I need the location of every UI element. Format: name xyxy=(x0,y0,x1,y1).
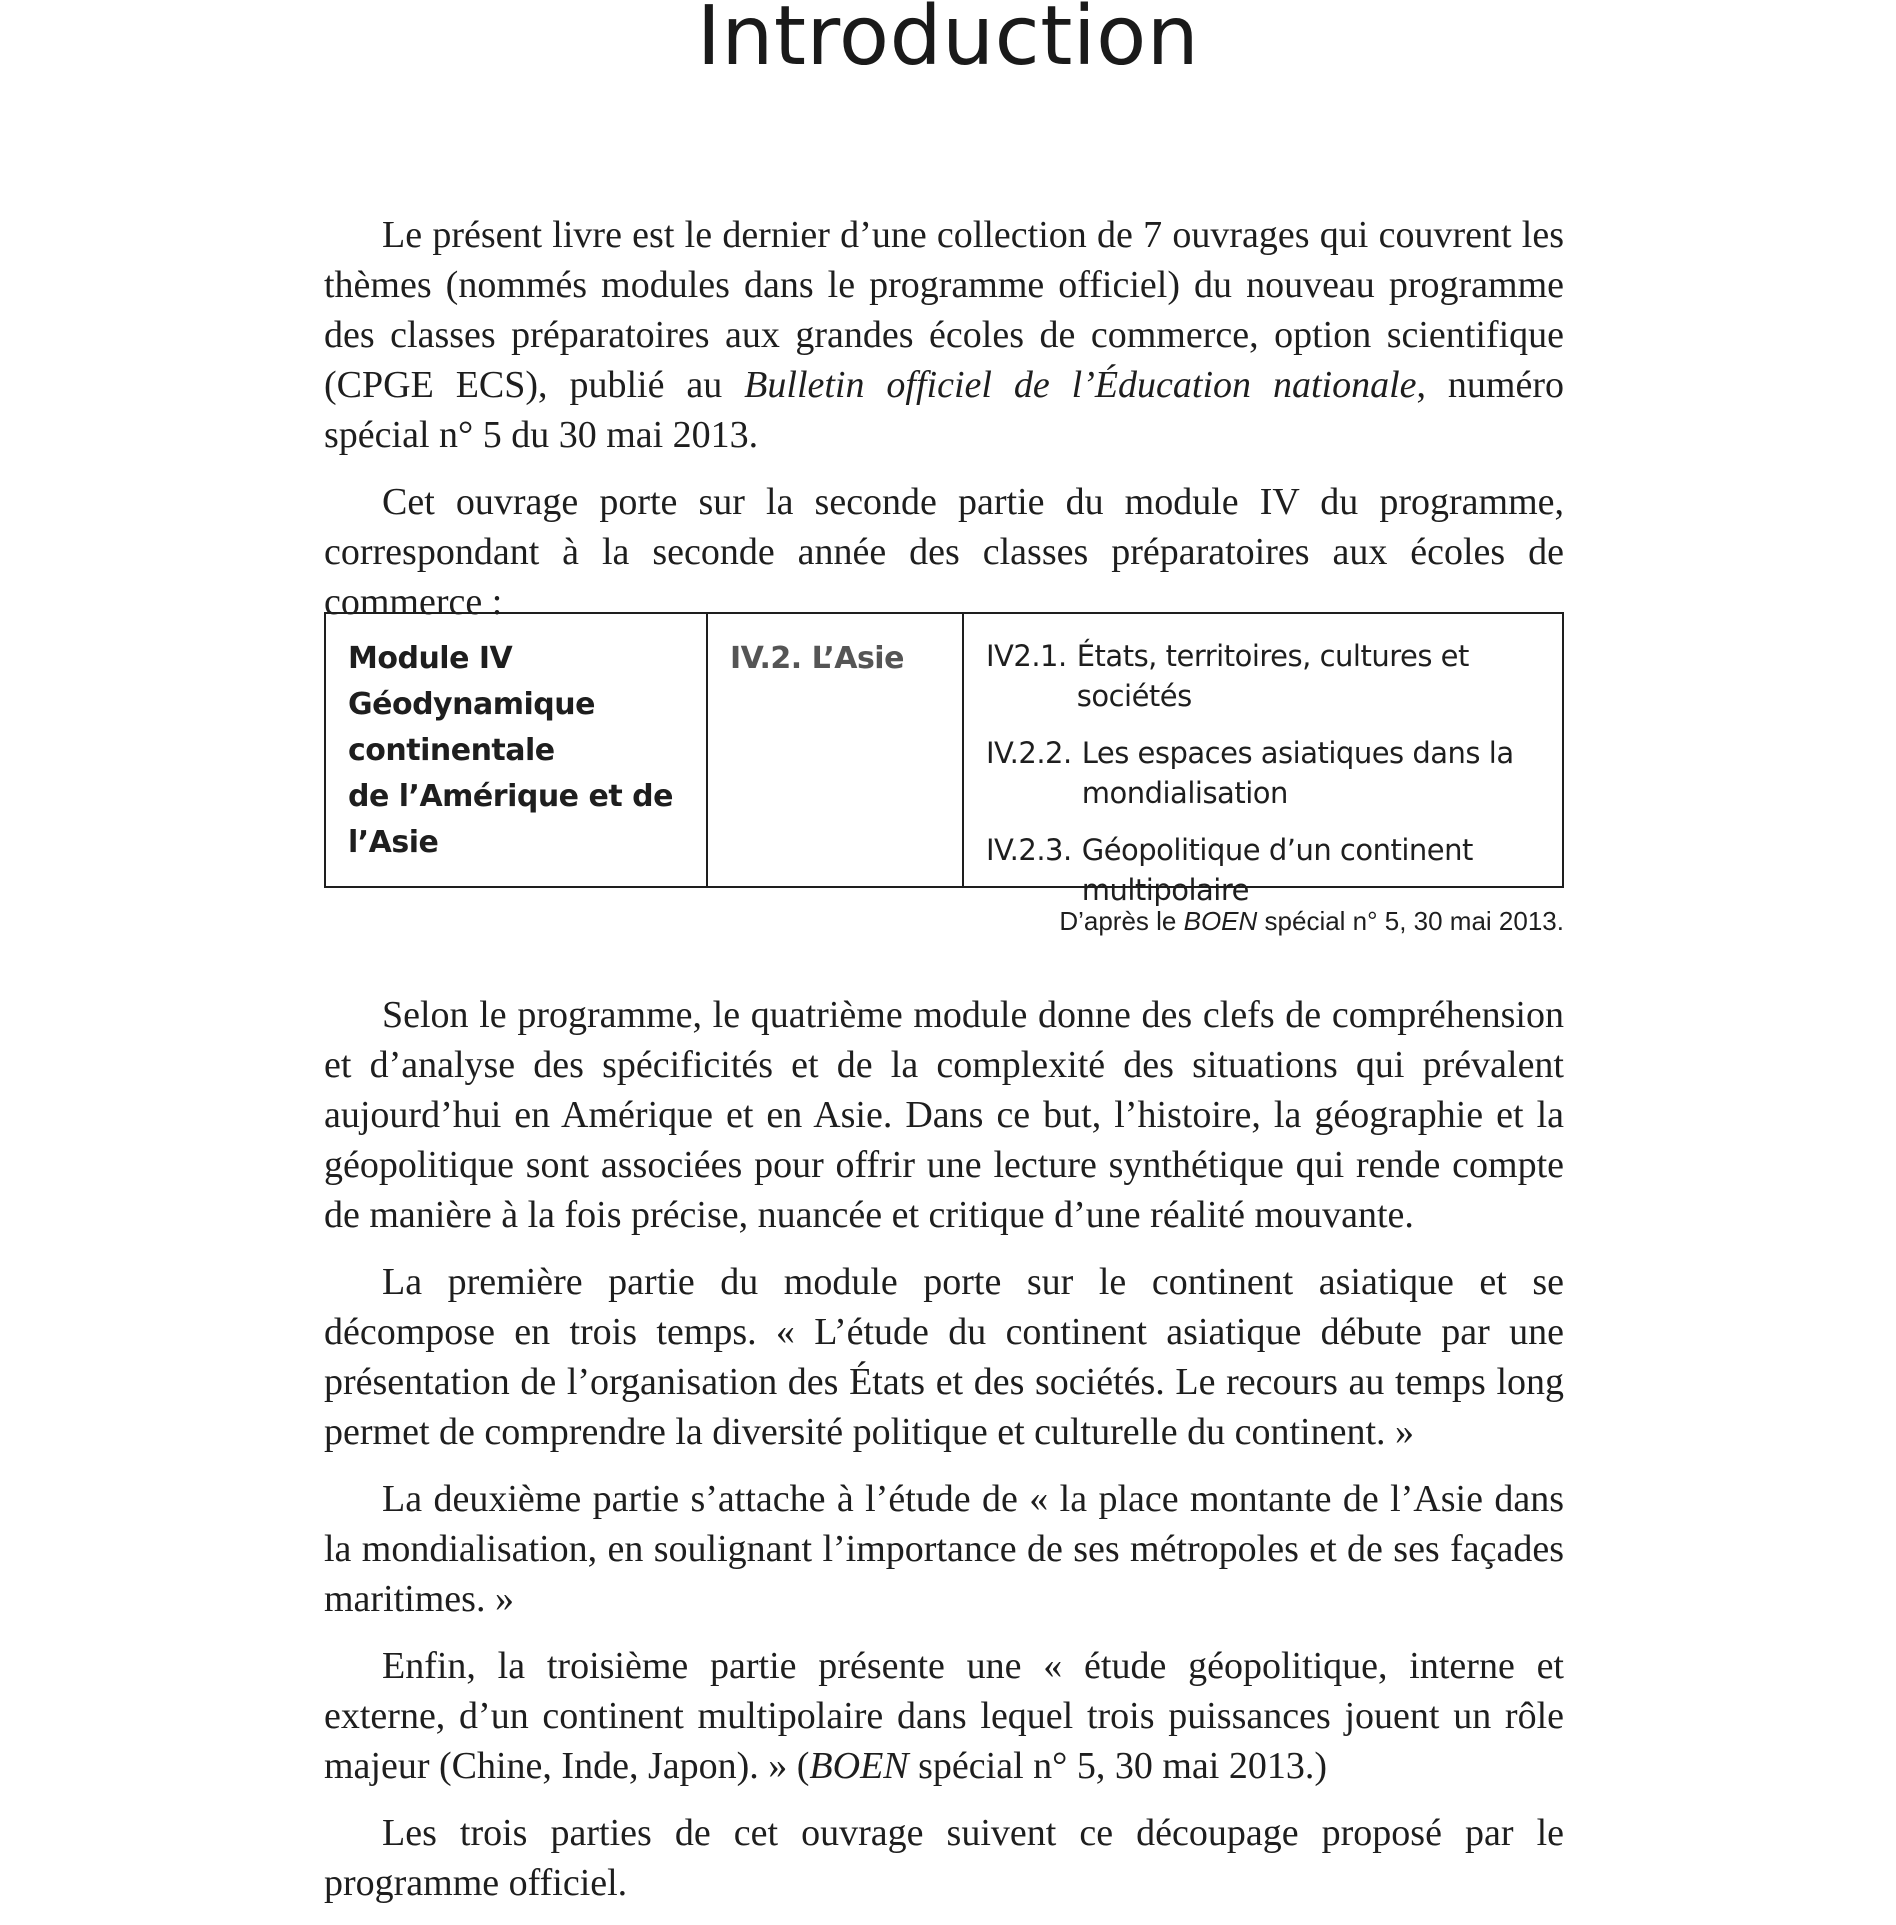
paragraph-collection xyxy=(324,210,1564,460)
paragraph-structure: Les trois parties de cet ouvrage suivent ce découpage proposé par le programme officiel. xyxy=(324,1812,1564,1904)
paragraph-collection-start: Le présent livre est le dernier d’une collection de 7 ouvrages qui couvrent les thèmes (nommés modules dans le programme officiel) du nouveau programme des classes préparatoires aux grandes écoles de commerce, option scientifique (CPGE ECS), publié au xyxy=(324,214,1564,406)
subpart-number: IV2.1. xyxy=(986,639,1067,673)
subparts-cell xyxy=(964,614,1562,907)
module-number: Module IV xyxy=(348,641,513,676)
paragraph-part-two: La deuxième partie s’attache à l’étude de « la place montante de l’Asie dans la mondialisation, en soulignant l’importance de ses métropoles et de ses façades maritimes. » xyxy=(324,1478,1564,1620)
paragraph-module-goals: Selon le programme, le quatrième module donne des clefs de compréhension et d’analyse des spécificités et de la complexité des situations qui prévalent aujourd’hui en Amérique et en Asie. Dans ce but, l’histoire, la géographie et la géopolitique sont associées pour offrir une lecture synthétique qui rende compte de manière à la fois précise, nuancée et critique d’une réalité mouvante. xyxy=(324,994,1564,1236)
main-text xyxy=(324,990,1564,1925)
paragraph-collection-end: , numéro spécial n° 5 du 30 mai 2013. xyxy=(324,364,1564,456)
module-cell xyxy=(326,614,708,886)
module-title-line-1: Géodynamique continentale xyxy=(348,687,595,768)
bulletin-title: Bulletin officiel de l’Éducation nationale xyxy=(744,364,1417,406)
table-source xyxy=(324,906,1564,937)
boen-reference: BOEN xyxy=(809,1745,909,1787)
subpart-item xyxy=(986,733,1540,813)
paragraph-part-three-end: spécial n° 5, 30 mai 2013.) xyxy=(908,1745,1327,1787)
subpart-item xyxy=(986,636,1540,716)
subpart-item xyxy=(986,830,1540,910)
part-label: IV.2. L’Asie xyxy=(730,641,904,676)
paragraph-scope: Cet ouvrage porte sur la seconde partie du module IV du programme, correspondant à la seconde année des classes préparatoires aux écoles de commerce : xyxy=(324,481,1564,623)
page-title: Introduction xyxy=(696,0,1200,84)
subpart-title: Géopolitique d’un continent multipolaire xyxy=(1081,833,1473,907)
source-publication: BOEN xyxy=(1183,906,1258,936)
paragraph-part-three-start: Enfin, la troisième partie présente une « étude géopolitique, interne et externe, d’un continent multipolaire dans lequel trois puissances jouent un rôle majeur (Chine, Inde, Japon). » ( xyxy=(324,1645,1564,1787)
subpart-title: États, territoires, cultures et sociétés xyxy=(1076,639,1469,713)
intro-text xyxy=(324,210,1564,644)
source-suffix: spécial n° 5, 30 mai 2013. xyxy=(1257,906,1564,936)
source-prefix: D’après le xyxy=(1059,906,1184,936)
paragraph-part-three xyxy=(324,1641,1564,1791)
subpart-number: IV.2.3. xyxy=(986,833,1072,867)
subpart-number: IV.2.2. xyxy=(986,736,1072,770)
module-title-line-2: de l’Amérique et de l’Asie xyxy=(348,779,673,860)
program-table xyxy=(324,612,1564,907)
paragraph-part-one: La première partie du module porte sur le continent asiatique et se décompose en trois temps. « L’étude du continent asiatique débute par une présentation de l’organisation des États et des sociétés. Le recours au temps long permet de comprendre la diversité politique et culturelle du continent. » xyxy=(324,1261,1564,1453)
subpart-title: Les espaces asiatiques dans la mondialisation xyxy=(1081,736,1514,810)
part-cell xyxy=(708,614,964,886)
